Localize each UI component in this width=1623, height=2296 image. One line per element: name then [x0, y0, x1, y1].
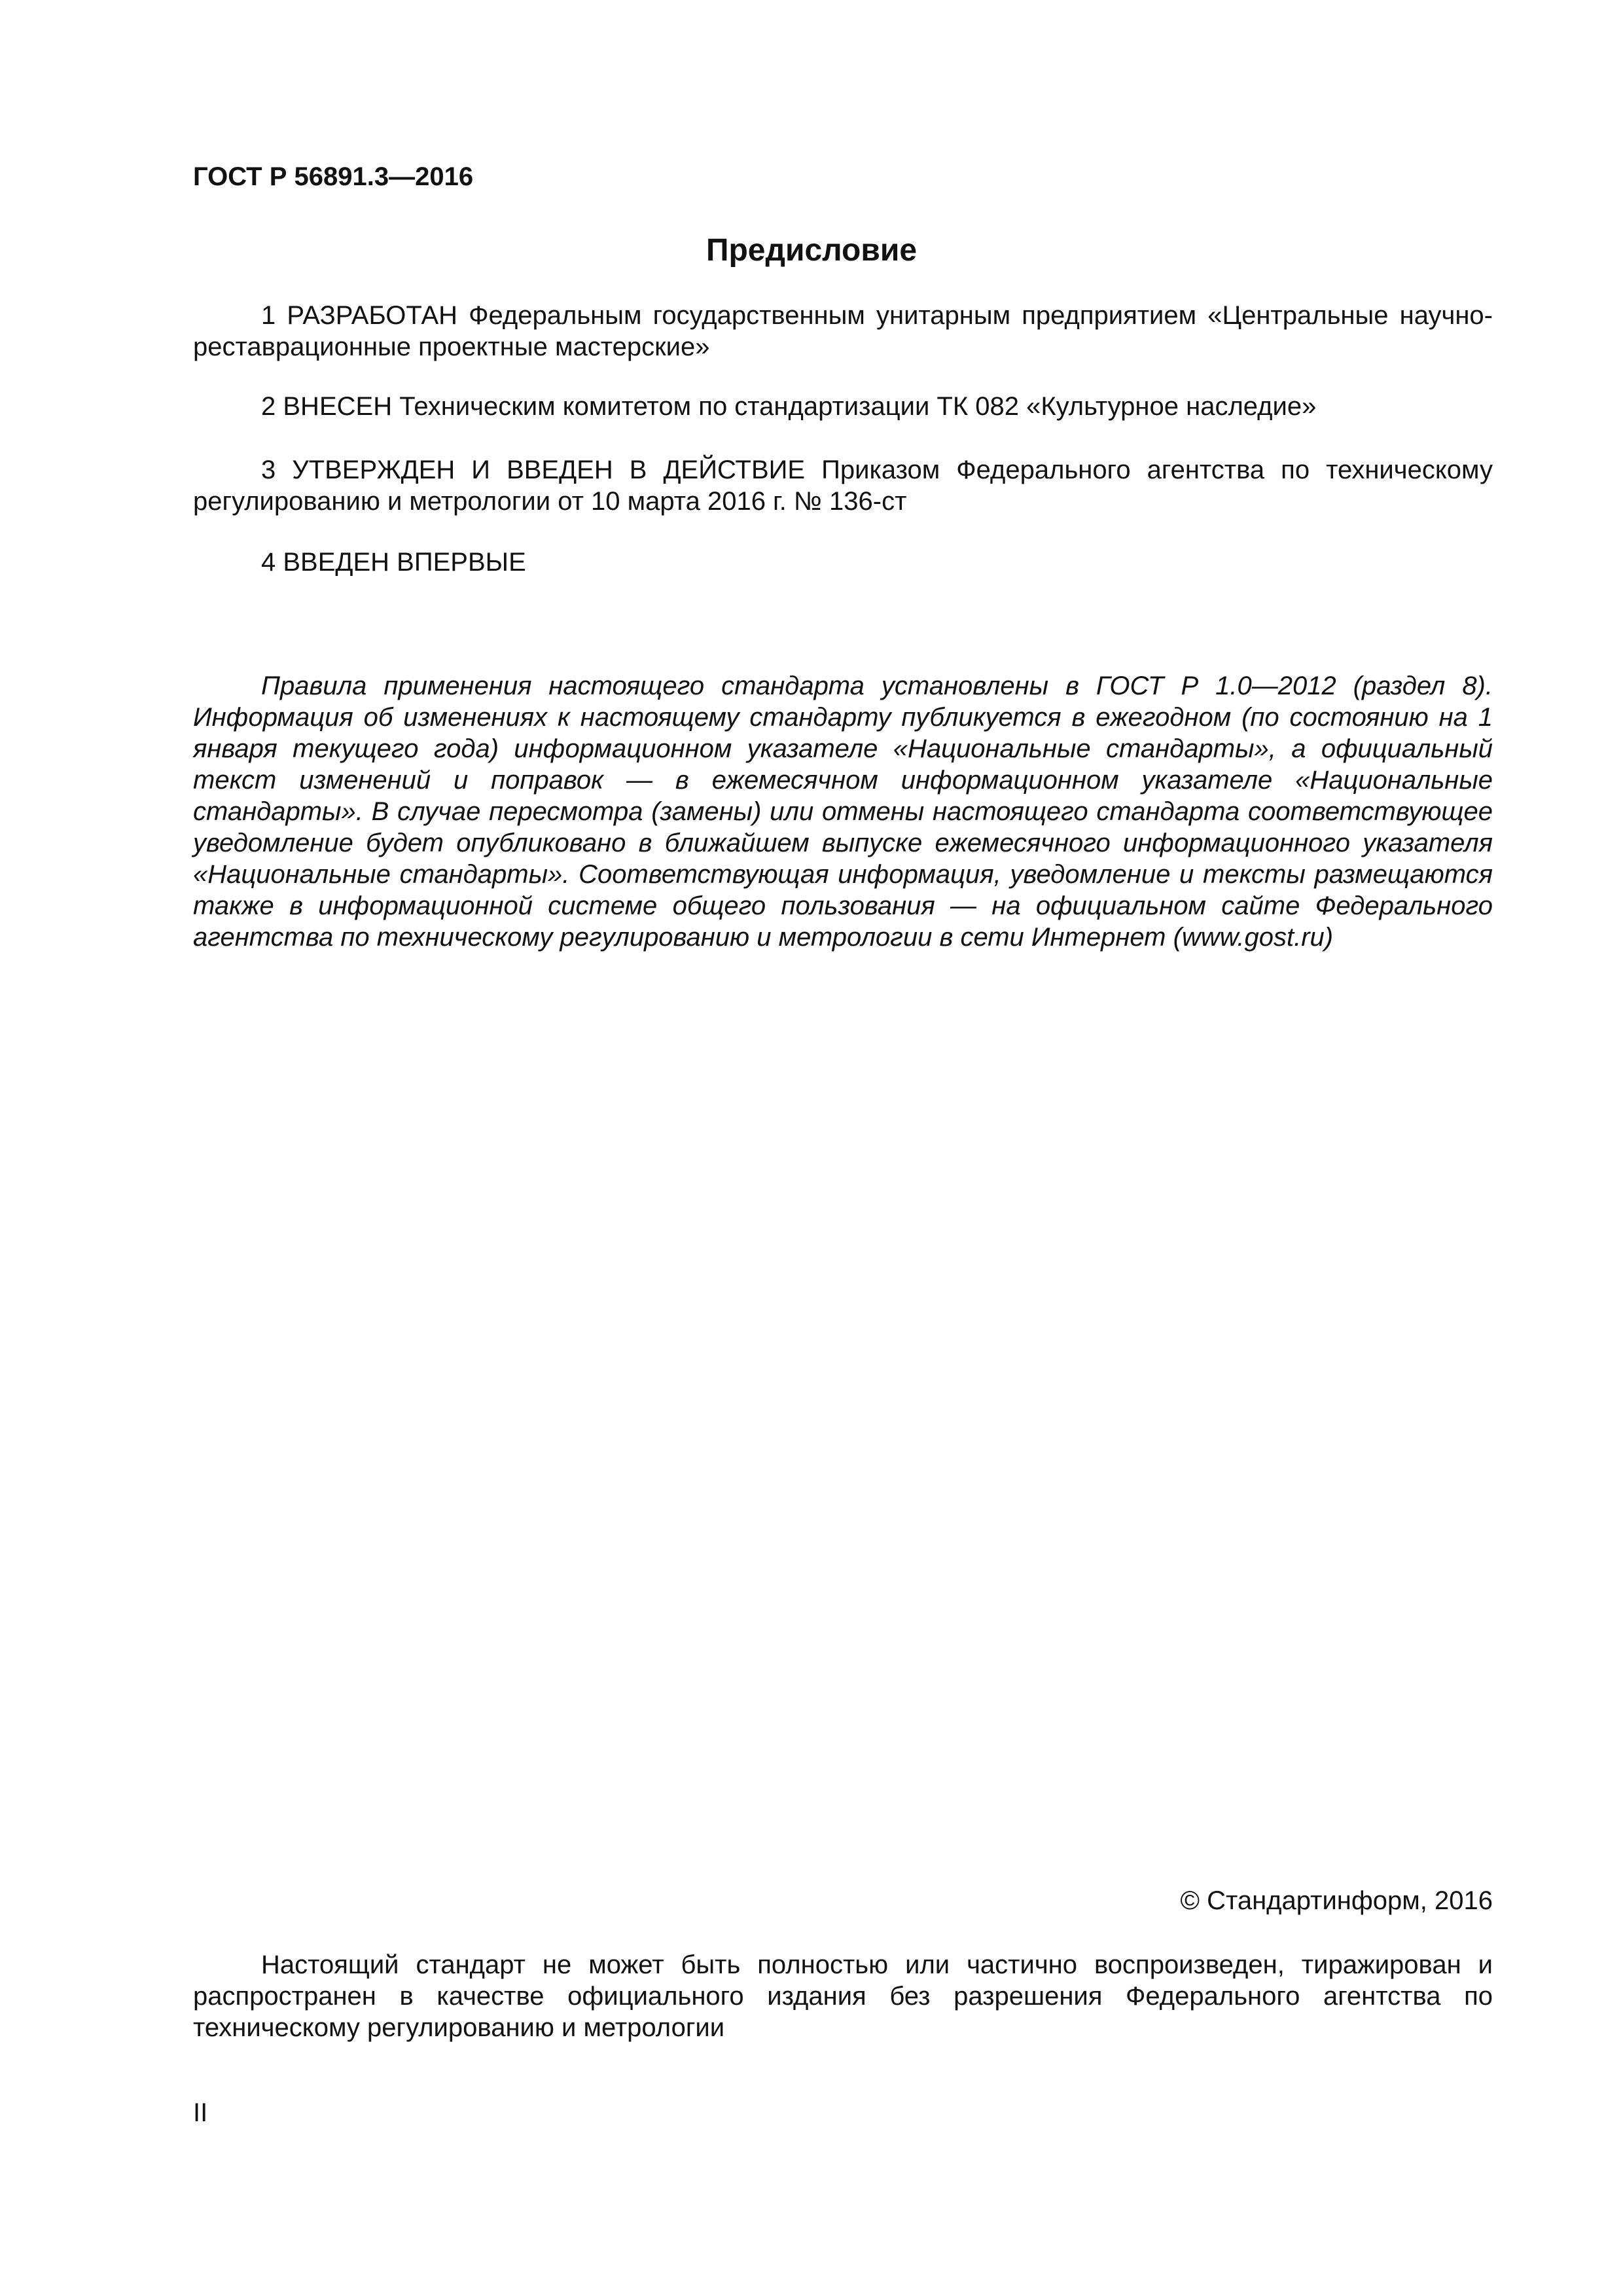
foreword-item-1	[193, 300, 1493, 363]
item-lead: УТВЕРЖДЕН И ВВЕДЕН В ДЕЙСТВИЕ	[292, 456, 806, 484]
item-number: 1	[261, 301, 276, 330]
foreword-item-3	[193, 454, 1493, 517]
item-lead: РАЗРАБОТАН	[287, 301, 458, 330]
item-text: Техническим комитетом по стандартизации ТК 082 «Культурное наследие»	[392, 392, 1317, 421]
reproduction-notice: Настоящий стандарт не может быть полностью или частично воспроизведен, тиражирован и распространен в качестве официального издания без разрешения Федерального агентства по техническому регулированию и метрологии	[193, 1950, 1493, 2042]
foreword-heading: Предисловие	[705, 233, 918, 268]
application-rules-text: Правила применения настоящего стандарта установлены в ГОСТ Р 1.0—2012 (раздел 8). Информация об изменениях к настоящему стандарту публикуется в ежегодном (по состоянию на 1 января текущего года) информационном указателе «Национальные стандарты», а официальный текст изменений и поправок — в ежемесячном информационном указателе «Национальные стандарты». В случае пересмотра (замены) или отмены настоящего стандарта соответствующее уведомление будет опубликовано в ближайшем выпуске ежемесячного информационного указателя «Национальные стандарты». Соответствующая информация, уведомление и тексты размещаются также в информационной системе общего пользования — на официальном сайте Федерального агентства по техническому регулированию и метрологии в сети Интернет (www.gost.ru)	[193, 672, 1493, 952]
foreword-item-2	[193, 391, 1493, 422]
copyright-notice: © Стандартинформ, 2016	[1180, 1886, 1493, 1915]
item-text: Федеральным государственным унитарным предприятием «Центральные научно-реставрационные проектные мастерские»	[193, 301, 1493, 361]
page-number: II	[193, 2098, 208, 2127]
application-rules-block	[193, 670, 1493, 953]
item-number: 4	[261, 548, 276, 577]
item-lead: ВВЕДЕН ВПЕРВЫЕ	[283, 548, 526, 577]
item-number: 3	[261, 456, 276, 484]
item-text: Приказом Федерального агентства по техническому регулированию и метрологии от 10 марта 2016 г. № 136-ст	[193, 456, 1493, 516]
item-number: 2	[261, 392, 276, 421]
item-lead: ВНЕСЕН	[283, 392, 393, 421]
foreword-item-4	[193, 547, 1493, 578]
standard-designation: ГОСТ Р 56891.3—2016	[193, 162, 474, 191]
